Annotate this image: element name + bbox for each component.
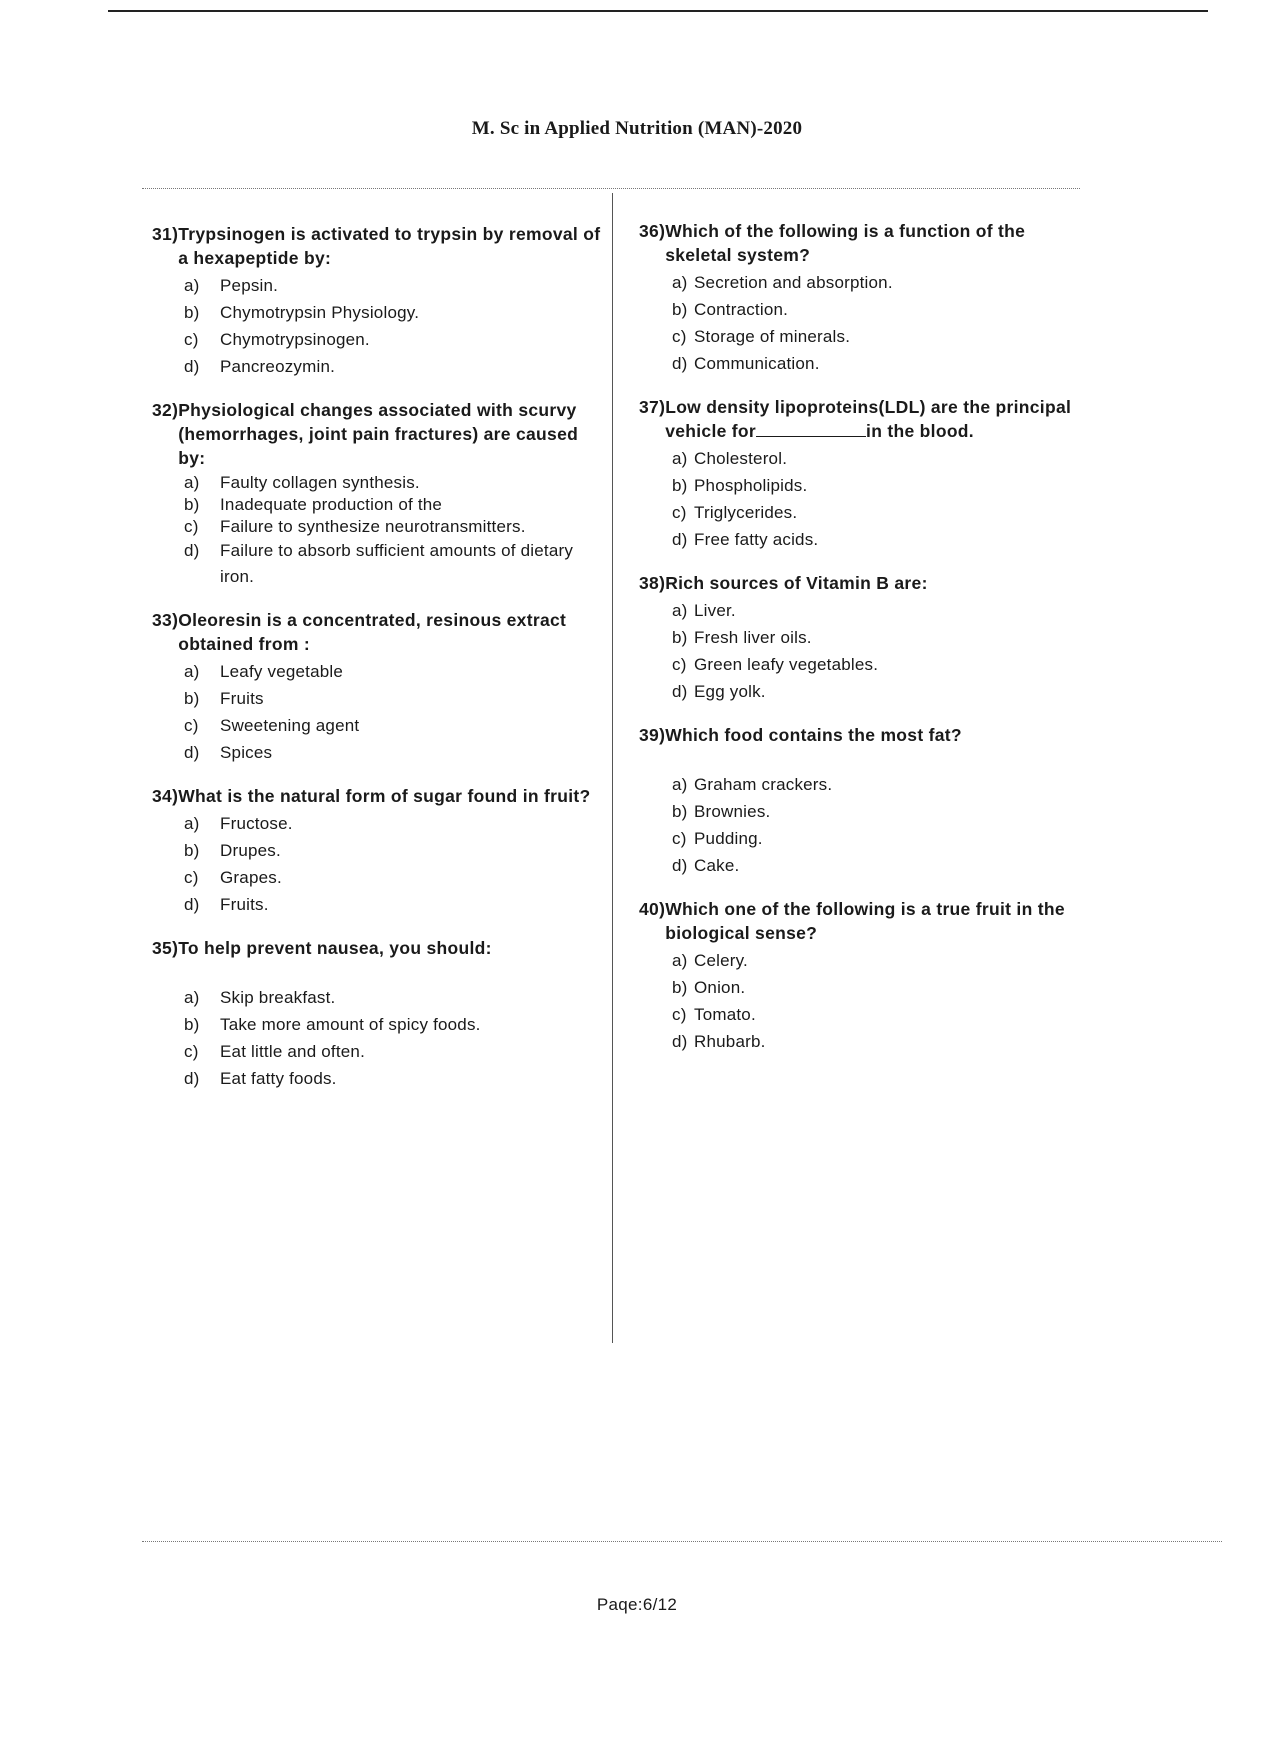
option-c: c) Storage of minerals.: [672, 327, 851, 346]
option-d: d) Free fatty acids.: [672, 530, 819, 549]
question-38: [639, 571, 1079, 705]
option-b: b) Take more amount of spicy foods.: [184, 1015, 481, 1034]
question-text: Oleoresin is a concentrated, resinous extract obtained from :: [178, 610, 567, 654]
question-number: 39): [639, 725, 666, 745]
question-text: Low density lipoproteins(LDL) are the principal vehicle for in the blood.: [665, 397, 1072, 441]
question-32: [152, 398, 602, 590]
left-column: [152, 222, 602, 1110]
question-stem: [639, 395, 1079, 443]
top-border-rule: [108, 10, 1208, 12]
option-d: d) Communication.: [672, 354, 820, 373]
option-c: c) Green leafy vegetables.: [672, 655, 879, 674]
option-b: b) Fruits: [184, 689, 264, 708]
option-list: [639, 597, 1079, 705]
option-b: b) Drupes.: [184, 841, 281, 860]
option-c: c) Pudding.: [672, 829, 763, 848]
question-text: Trypsinogen is activated to trypsin by removal of a hexapeptide by:: [178, 224, 601, 268]
option-d: d) Eat fatty foods.: [184, 1069, 337, 1088]
answer-blank: [756, 420, 866, 437]
option-a: a) Graham crackers.: [672, 775, 833, 794]
option-list: [152, 984, 602, 1092]
question-34: [152, 784, 602, 918]
option-b: b) Brownies.: [672, 802, 771, 821]
question-stem: [152, 398, 602, 470]
option-list: [152, 272, 602, 380]
option-a: a) Secretion and absorption.: [672, 273, 893, 292]
option-c: c) Eat little and often.: [184, 1042, 366, 1061]
option-list: [639, 269, 1079, 377]
question-number: 36): [639, 221, 666, 241]
option-b: b) Fresh liver oils.: [672, 628, 812, 647]
option-list: [639, 947, 1079, 1055]
column-divider: [612, 193, 613, 1343]
option-b: b) Chymotrypsin Physiology.: [184, 303, 420, 322]
question-text: Rich sources of Vitamin B are:: [665, 573, 928, 593]
option-c: c) Triglycerides.: [672, 503, 798, 522]
option-list: [152, 472, 602, 590]
question-number: 34): [152, 786, 179, 806]
header-divider: [142, 188, 1080, 189]
question-33: [152, 608, 602, 766]
option-d: d) Fruits.: [184, 895, 269, 914]
question-stem: [639, 219, 1079, 267]
question-37: [639, 395, 1079, 553]
question-number: 35): [152, 938, 179, 958]
option-d: d) Pancreozymin.: [184, 357, 336, 376]
page-number: Paqe:6/12: [596, 1595, 678, 1614]
option-a: a) Liver.: [672, 601, 736, 620]
question-number: 40): [639, 899, 666, 919]
option-d: d) Failure to absorb sufficient amounts of dietary iron.: [184, 541, 574, 586]
question-number: 31): [152, 224, 179, 244]
question-stem: [152, 936, 602, 960]
question-number: 37): [639, 397, 666, 417]
option-c: c) Tomato.: [672, 1005, 756, 1024]
question-text: Physiological changes associated with scurvy (hemorrhages, joint pain fractures) are caused by:: [178, 400, 579, 468]
option-d: d) Spices: [184, 743, 273, 762]
option-a: a) Skip breakfast.: [184, 988, 336, 1007]
option-list: [639, 771, 1079, 879]
question-text: Which food contains the most fat?: [665, 725, 962, 745]
question-stem: [152, 784, 602, 808]
option-list: [152, 658, 602, 766]
question-number: 33): [152, 610, 179, 630]
option-b: b) Contraction.: [672, 300, 789, 319]
page-title: M. Sc in Applied Nutrition (MAN)-2020: [471, 118, 803, 139]
option-a: a) Celery.: [672, 951, 748, 970]
option-b: b) Inadequate production of the: [184, 495, 443, 514]
question-number: 38): [639, 573, 666, 593]
option-a: a) Pepsin.: [184, 276, 279, 295]
option-d: d) Cake.: [672, 856, 740, 875]
question-text: What is the natural form of sugar found in fruit?: [178, 786, 591, 806]
question-text: Which one of the following is a true fruit in the biological sense?: [665, 899, 1065, 943]
option-a: a) Faulty collagen synthesis.: [184, 473, 420, 492]
option-list: [152, 810, 602, 918]
option-b: b) Phospholipids.: [672, 476, 808, 495]
question-stem: [639, 897, 1079, 945]
question-stem: [152, 608, 602, 656]
option-d: d) Rhubarb.: [672, 1032, 766, 1051]
question-text: To help prevent nausea, you should:: [178, 938, 492, 958]
right-column: [639, 219, 1079, 1073]
question-40: [639, 897, 1079, 1055]
question-stem: [639, 571, 1079, 595]
option-a: a) Leafy vegetable: [184, 662, 344, 681]
option-a: a) Fructose.: [184, 814, 293, 833]
option-c: c) Sweetening agent: [184, 716, 360, 735]
question-31: [152, 222, 602, 380]
question-36: [639, 219, 1079, 377]
question-number: 32): [152, 400, 179, 420]
option-c: c) Grapes.: [184, 868, 282, 887]
footer-divider: [142, 1541, 1222, 1542]
option-a: a) Cholesterol.: [672, 449, 788, 468]
question-stem: [152, 222, 602, 270]
option-list: [639, 445, 1079, 553]
question-39: [639, 723, 1079, 879]
option-c: c) Chymotrypsinogen.: [184, 330, 370, 349]
option-d: d) Egg yolk.: [672, 682, 766, 701]
option-c: c) Failure to synthesize neurotransmitters.: [184, 517, 526, 536]
option-b: b) Onion.: [672, 978, 746, 997]
question-stem: [639, 723, 1079, 747]
question-text: Which of the following is a function of the skeletal system?: [665, 221, 1026, 265]
question-35: [152, 936, 602, 1092]
